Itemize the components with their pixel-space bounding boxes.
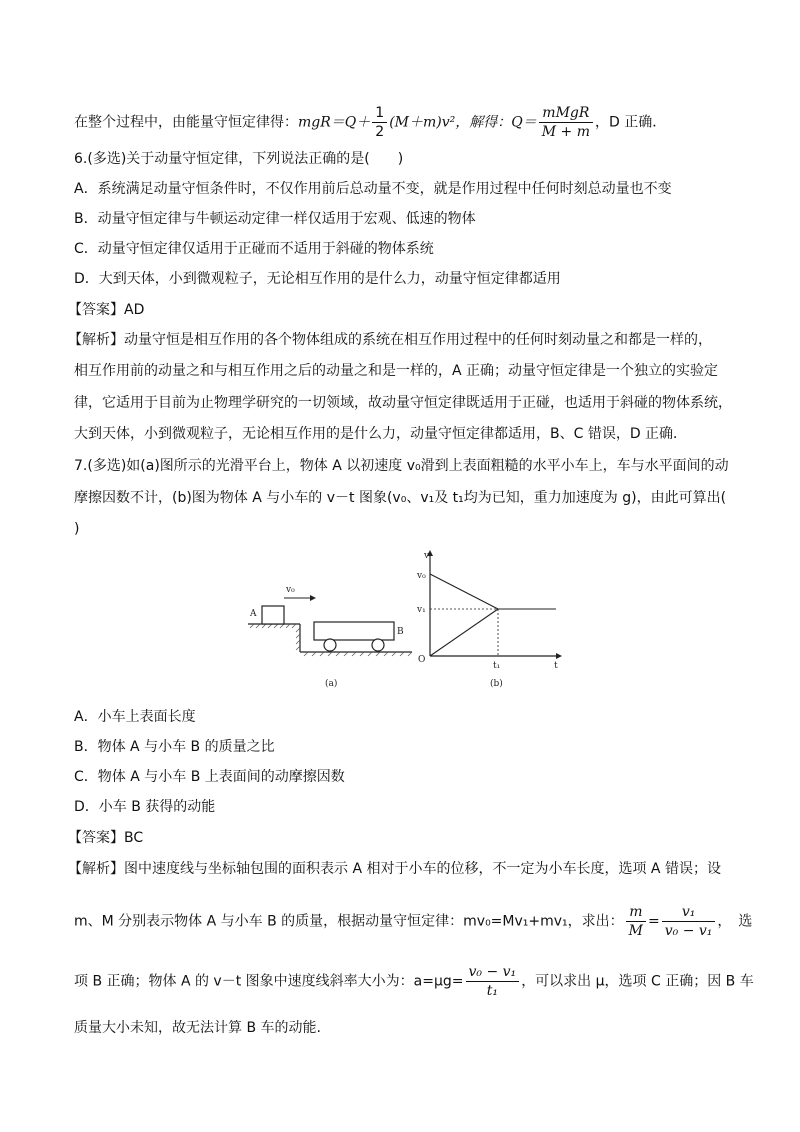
block-a — [262, 606, 284, 624]
cart-wheel-left — [324, 639, 336, 651]
q7-figure-svg — [240, 548, 570, 698]
q7-option-a: A．小车上表面长度 — [74, 709, 196, 725]
cart-wheel-right — [372, 639, 384, 651]
q7-analysis-3-tail: ，可以求出 μ，选项 C 正确；因 B 车 — [521, 973, 754, 990]
v1-label: v₁ — [417, 605, 426, 615]
platform-hatch — [250, 624, 300, 650]
q6-analysis-line-1: 【解析】动量守恒是相互作用的各个物体组成的系统在相互作用过程中的任何时刻动量之和都是一样的， — [68, 332, 712, 348]
q7-option-c: C．物体 A 与小车 B 上表面间的动摩擦因数 — [74, 769, 345, 785]
q7-analysis-2-text: m、M 分别表示物体 A 与小车 B 的质量，根据动量守恒定律：mv₀=Mv₁+mv₁，求出： — [74, 913, 624, 930]
mass-ratio-fraction: $\frac{m}{M}$ — [626, 903, 646, 940]
q6-analysis-line-3: 律，它适用于目前为止物理学研究的一切领域，故动量守恒定律既适用于正碰，也适用于斜碰的物体系统， — [74, 395, 732, 411]
origin-label: O — [418, 655, 426, 665]
prev-text: 在整个过程中，由能量守恒定律得： — [74, 114, 298, 131]
velocity-label: v₀ — [286, 585, 295, 595]
figure-a — [248, 585, 412, 689]
q6-analysis-line-2: 相互作用前的动量之和与相互作用之后的动量之和是一样的，A 正确；动量守恒定律是一个独立的实验定 — [74, 363, 719, 379]
v-axis-label: v — [424, 551, 430, 561]
q6-stem: 6.(多选)关于动量守恒定律，下列说法正确的是( ) — [74, 151, 404, 167]
block-a-label: A — [250, 609, 257, 619]
q7-analysis-line-4: 质量大小未知，故无法计算 B 车的动能. — [74, 1020, 321, 1036]
t1-label: t₁ — [493, 661, 501, 671]
q7-figure — [240, 548, 570, 698]
q7-stem-line-3: ) — [74, 521, 80, 537]
q6-option-d: D．大到天体，小到微观粒子，无论相互作用的是什么力，动量守恒定律都适用 — [74, 271, 561, 287]
object-a-velocity-line — [430, 574, 498, 609]
equals-sign: = — [648, 913, 660, 930]
q6-answer: 【答案】AD — [68, 302, 145, 318]
prev-half-fraction: $\frac{1}{2}$ — [372, 104, 387, 141]
q7-option-b: B．物体 A 与小车 B 的质量之比 — [74, 739, 275, 755]
cart-b-velocity-line — [430, 609, 498, 656]
q7-analysis-line-2 — [74, 903, 752, 940]
q7-stem-line-2: 摩擦因数不计，(b)图为物体 A 与小车的 v－t 图象(v₀、v₁及 t₁均为已知，重力加速度为 g)，由此可算出( — [74, 490, 727, 506]
q6-option-a: A．系统满足动量守恒条件时，不仅作用前后总动量不变，就是作用过程中任何时刻总动量也不变 — [74, 181, 672, 197]
velocity-ratio-fraction: $\frac{\text{v₁}}{\text{v₀ − v₁}}$ — [662, 903, 716, 940]
v0-label: v₀ — [417, 571, 426, 581]
q7-answer: 【答案】BC — [68, 830, 144, 846]
figure-b — [416, 550, 562, 689]
q7-analysis-line-3 — [74, 963, 754, 1000]
q6-analysis-line-4: 大到天体，小到微观粒子，无论相互作用的是什么力，动量守恒定律都适用，B、C 错误，D 正确． — [74, 426, 688, 442]
q7-analysis-2-tail: ， 选 — [717, 913, 753, 930]
t-axis-label: t — [554, 661, 558, 671]
q7-analysis-line-1: 【解析】图中速度线与坐标轴包围的面积表示 A 相对于小车的位移，不一定为小车长度，选项 A 错误；设 — [68, 861, 721, 877]
prev-result-fraction: $\frac{\text{mMgR}}{M + m}$ — [539, 104, 593, 141]
acceleration-fraction: $\frac{\text{v₀ − v₁}}{\text{t₁}}$ — [466, 963, 520, 1000]
figure-a-caption: (a) — [325, 679, 338, 689]
q7-stem-line-1: 7.(多选)如(a)图所示的光滑平台上，物体 A 以初速度 v₀滑到上表面粗糙的水平小车上，车与水平面间的动 — [74, 458, 729, 474]
q6-option-b: B．动量守恒定律与牛顿运动定律一样仅适用于宏观、低速的物体 — [74, 211, 476, 227]
cart-b-label: B — [397, 627, 404, 637]
prev-eq-right: (M＋m)v²，解得：Q＝ — [389, 114, 537, 131]
prev-energy-line — [74, 104, 666, 141]
prev-tail: ，D 正确． — [594, 114, 667, 131]
q7-option-d: D．小车 B 获得的动能 — [74, 799, 216, 815]
prev-eq-left: mgR＝Q＋ — [298, 114, 371, 131]
q6-option-c: C．动量守恒定律仅适用于正碰而不适用于斜碰的物体系统 — [74, 241, 434, 257]
q7-analysis-3-text: 项 B 正确；物体 A 的 v－t 图象中速度线斜率大小为：a=μg= — [74, 973, 464, 990]
cart-b — [314, 622, 394, 640]
figure-b-caption: (b) — [490, 679, 503, 689]
